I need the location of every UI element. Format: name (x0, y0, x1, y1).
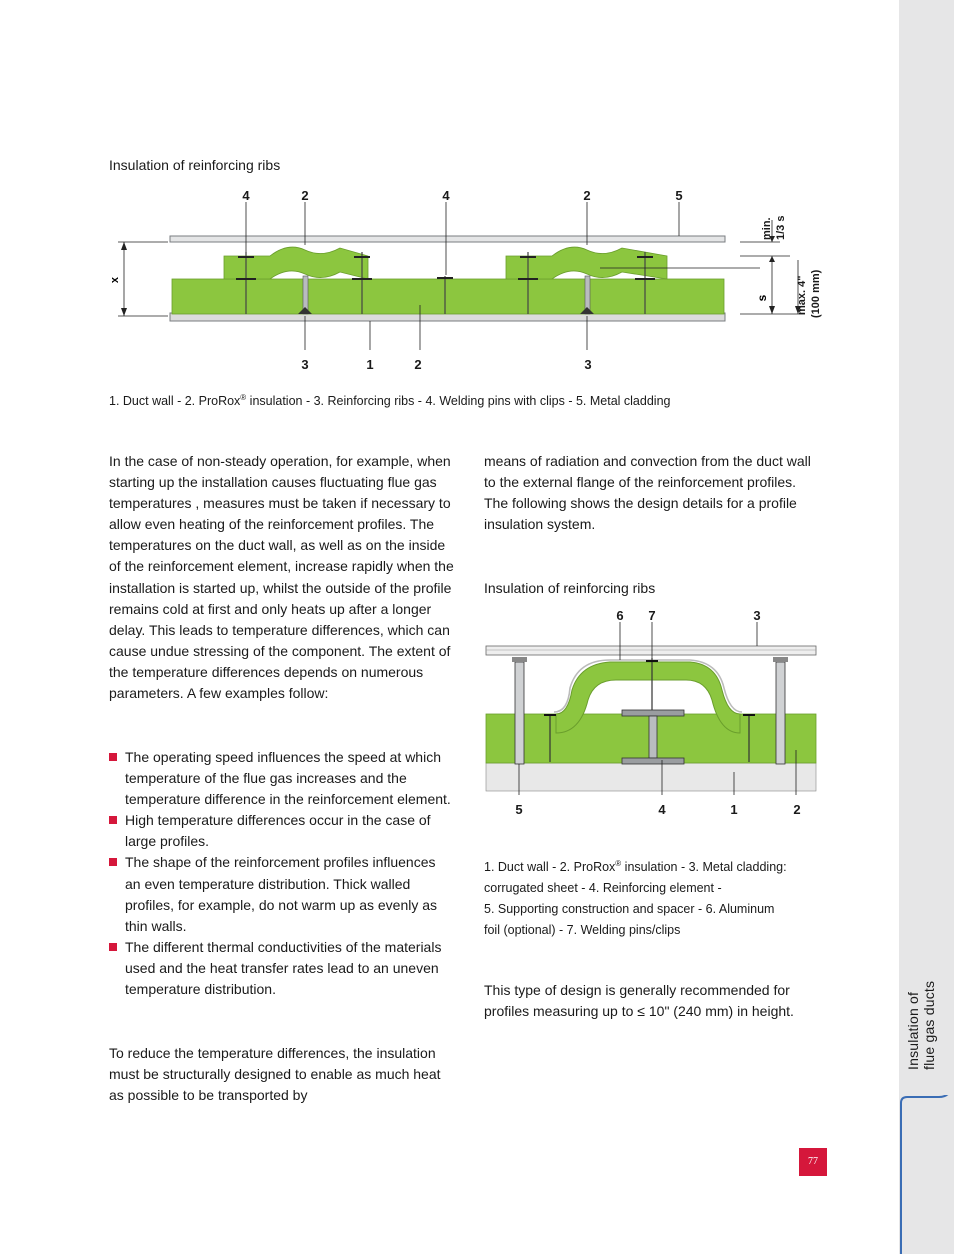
sidebar-title-line1: Insulation of (905, 991, 921, 1070)
fig2-callout-top-1: 6 (616, 608, 624, 623)
duct-wall (486, 763, 816, 791)
bullet-marker (109, 753, 117, 761)
figure2-caption-line3: 5. Supporting construction and spacer - 6. Aluminum (484, 902, 775, 917)
dimension-s: s (755, 294, 769, 302)
callout-bottom-3: 2 (414, 357, 422, 372)
figure1-caption (109, 387, 809, 412)
callout-top-4: 2 (583, 188, 591, 203)
closing-paragraph: To reduce the temperature differences, the insulation must be structurally designed to enable as much heat as possible to be transported by (109, 1045, 441, 1104)
figure2-caption-line1-b: insulation - 3. Metal cladding: (621, 860, 787, 875)
figure2-caption-line1 (484, 853, 824, 878)
support-spacer-right (776, 662, 785, 764)
intro-text-post: , for example, when starting up the installation causes fluctuating flue gas temperatures , measures must be taken if necessary to allow even heating of the reinforcement profiles. The temperatures on the duct wall, as well as on the inside of the reinforcement element, increase rapidly when the installation is started up, whilst the outside of the profile remains cold at first and only heats up after a longer delay. This leads to temperature differences, which can cause undue stressing of the component. The extent of the temperature differences depends on numerous parameters. A few examples follow: (109, 453, 454, 702)
reinforcing-element-flange-bottom (622, 758, 684, 764)
registered-mark: ® (615, 859, 622, 868)
intro-key-term: non-steady operation (196, 453, 329, 469)
sidebar-title (905, 981, 937, 1070)
list-item (109, 747, 454, 810)
fig2-callout-top-3: 3 (753, 608, 761, 623)
base-insulation (172, 279, 724, 314)
corrugated-cladding (486, 646, 816, 655)
dimension-min-1: min. (761, 217, 773, 240)
figure2-caption-line2: corrugated sheet - 4. Reinforcing element - (484, 881, 722, 896)
list-item-text: High temperature differences occur in the case of large profiles. (125, 812, 431, 850)
reinforcing-element-flange-top (622, 710, 684, 716)
list-item (109, 810, 454, 852)
bullet-marker (109, 943, 117, 951)
dimension-max-1: max. 4" (796, 275, 808, 315)
sidebar-tab-outline (899, 1095, 954, 1254)
bullet-marker (109, 816, 117, 824)
fig2-callout-bottom-3: 1 (730, 802, 738, 817)
fig2-callout-bottom-4: 2 (793, 802, 801, 817)
callout-bottom-4: 3 (584, 357, 592, 372)
fig2-callout-bottom-2: 4 (658, 802, 666, 817)
dimension-x: x (109, 276, 121, 284)
fig2-callout-bottom-1: 5 (515, 802, 523, 817)
list-item (109, 937, 454, 1000)
intro-paragraph (109, 451, 454, 704)
callout-bottom-1: 3 (301, 357, 309, 372)
continuation-paragraph: means of radiation and convection from the duct wall to the external flange of the reinforcement profiles. The following shows the design details for a profile insulation system. (484, 453, 811, 533)
callout-top-2: 2 (301, 188, 309, 203)
list-item-text: The different thermal conductivities of the materials used and the heat transfer rates lead to an uneven temperature distribution. (125, 938, 442, 998)
list-item-text: The operating speed influences the speed at which temperature of the flue gas increases and the temperature difference in the reinforcement element. (125, 749, 451, 808)
figure2-diagram (484, 600, 819, 825)
callout-top-3: 4 (442, 188, 450, 203)
figure2-caption-line4: foil (optional) - 7. Welding pins/clips (484, 923, 681, 938)
fig2-callout-top-2: 7 (648, 608, 656, 623)
examples-list (109, 747, 454, 1000)
figure1-diagram (100, 180, 840, 380)
rib-insulation-2 (506, 247, 667, 279)
callout-bottom-2: 1 (366, 357, 374, 372)
figure2-heading: Insulation of reinforcing ribs (484, 580, 656, 596)
callout-top-1: 4 (242, 188, 250, 203)
metal-cladding (170, 236, 725, 242)
figure2-caption-line1-a: 1. Duct wall - 2. ProRox (484, 860, 616, 875)
list-item (109, 852, 454, 936)
sidebar-title-line2: flue gas ducts (921, 980, 937, 1070)
figure1-caption-part2: insulation - 3. Reinforcing ribs - 4. Welding pins with clips - 5. Metal cladding (246, 394, 671, 409)
bullet-marker (109, 858, 117, 866)
support-spacer-left (515, 662, 524, 764)
callout-top-5: 5 (675, 188, 683, 203)
figure2-caption (484, 853, 824, 941)
intro-text-pre: In the case of (109, 453, 197, 469)
list-item-text: The shape of the reinforcement profiles influences an even temperature distribution. Thick walled profiles, for example, do not warm up as evenly as thin walls. (125, 854, 438, 934)
dimension-min-2: 1/3 s (775, 215, 787, 240)
figure1-caption-part1: 1. Duct wall - 2. ProRox (109, 394, 241, 409)
registered-mark: ® (240, 393, 247, 402)
page-number: 77 (799, 1148, 827, 1176)
figure1-heading: Insulation of reinforcing ribs (109, 157, 281, 173)
dimension-max-2: (100 mm) (810, 269, 822, 318)
reinforcing-element-web (649, 716, 657, 758)
recommendation-paragraph: This type of design is generally recommended for profiles measuring up to ≤ 10" (240 mm) in height. (484, 982, 794, 1020)
